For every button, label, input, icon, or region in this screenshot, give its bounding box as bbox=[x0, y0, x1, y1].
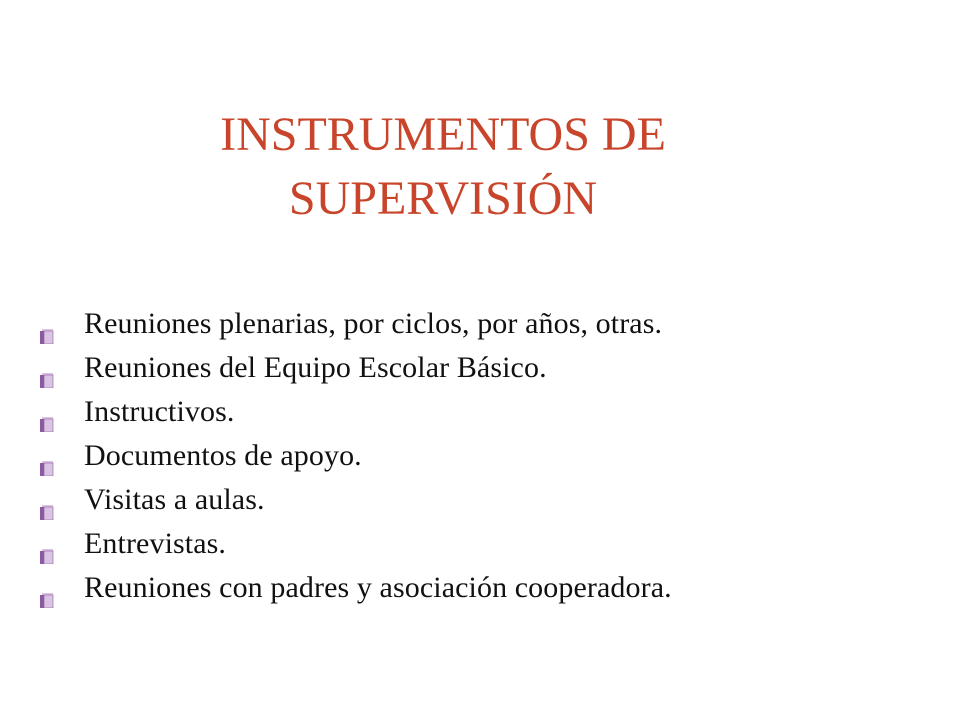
bullet-text: Instructivos. bbox=[84, 395, 235, 428]
bullet-item bbox=[40, 302, 672, 346]
book-icon bbox=[40, 401, 54, 417]
bullet-item bbox=[40, 346, 672, 390]
bullet-text: Reuniones con padres y asociación cooperadora. bbox=[84, 571, 672, 604]
bullet-item bbox=[40, 390, 672, 434]
book-icon bbox=[40, 577, 54, 593]
book-icon bbox=[40, 313, 54, 329]
bullet-list bbox=[40, 302, 672, 610]
bullet-item bbox=[40, 434, 672, 478]
slide-title-line-2: SUPERVISIÓN bbox=[288, 172, 598, 225]
bullet-text: Visitas a aulas. bbox=[84, 483, 265, 516]
bullet-text: Documentos de apoyo. bbox=[84, 439, 362, 472]
bullet-item bbox=[40, 566, 672, 610]
bullet-text: Entrevistas. bbox=[84, 527, 227, 560]
book-icon bbox=[40, 489, 54, 505]
bullet-item bbox=[40, 478, 672, 522]
bullet-text: Reuniones plenarias, por ciclos, por años, otras. bbox=[84, 307, 663, 340]
bullet-item bbox=[40, 522, 672, 566]
book-icon bbox=[40, 445, 54, 461]
book-icon bbox=[40, 357, 54, 373]
book-icon bbox=[40, 533, 54, 549]
bullet-text: Reuniones del Equipo Escolar Básico. bbox=[84, 351, 547, 384]
slide-title-line-1: INSTRUMENTOS DE bbox=[220, 108, 666, 161]
